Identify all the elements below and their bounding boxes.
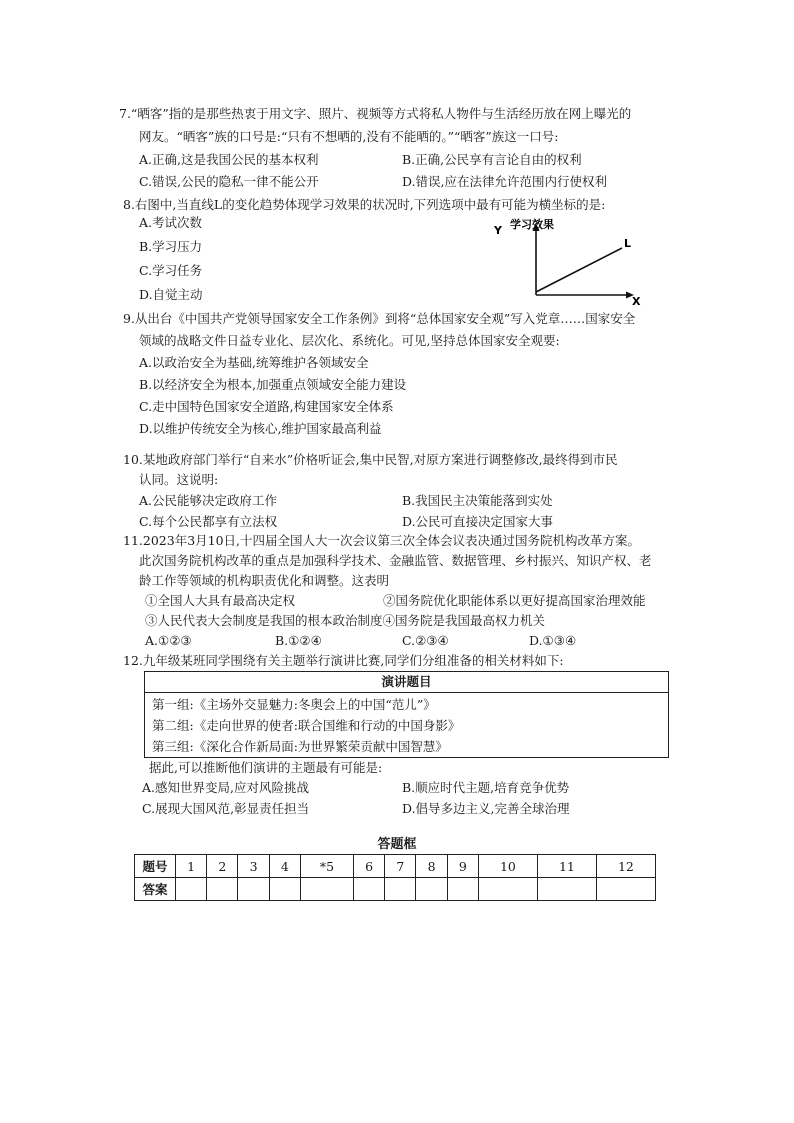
q8-stem: 8.右图中,当直线L的变化趋势体现学习效果的状况时,下列选项中最有可能为横坐标的是: xyxy=(123,197,606,212)
q10-option-c: C.每个公民都享有立法权 xyxy=(139,514,278,529)
q9-option-b: B.以经济安全为根本,加强重点领域安全能力建设 xyxy=(139,377,407,392)
q11-statement-1: ①全国人大具有最高决定权 xyxy=(145,593,296,608)
answer-table-answer-row xyxy=(135,878,656,901)
q12-box-title: 演讲题目 xyxy=(145,672,668,693)
q8-option-c: C.学习任务 xyxy=(139,263,203,278)
answer-cell[interactable] xyxy=(447,878,478,901)
answer-table-number-row xyxy=(135,855,656,878)
q12-option-a: A.感知世界变局,应对风险挑战 xyxy=(142,780,309,795)
q8-line-graph xyxy=(480,212,650,307)
x-axis-letter: X xyxy=(632,295,641,307)
q12-question: 据此,可以推断他们演讲的主题最有可能是: xyxy=(149,760,383,775)
answer-cell[interactable] xyxy=(269,878,300,901)
answer-cell[interactable] xyxy=(238,878,269,901)
q7-option-b: B.正确,公民享有言论自由的权利 xyxy=(402,152,582,167)
q9-stem-line1: 9.从出台《中国共产党领导国家安全工作条例》到将“总体国家安全观”写入党章……国家安全 xyxy=(123,311,636,326)
q7-stem-line1: 7.“晒客”指的是那些热衷于用文字、照片、视频等方式将私人物件与生活经历放在网上曝光的 xyxy=(119,106,632,121)
q9-option-a: A.以政治安全为基础,统筹维护各领域安全 xyxy=(139,355,369,370)
q7-option-d: D.错误,应在法律允许范围内行使权利 xyxy=(402,174,608,189)
y-axis-letter: Y xyxy=(494,224,502,237)
q12-group-3: 第三组:《深化合作新局面:为世界繁荣贡献中国智慧》 xyxy=(152,739,448,754)
question-number: 1 xyxy=(176,855,207,878)
q11-option-a: A.①②③ xyxy=(145,633,192,648)
q11-option-b: B.①②④ xyxy=(275,633,322,648)
answer-cell[interactable] xyxy=(537,878,596,901)
question-number: 2 xyxy=(207,855,238,878)
q7-option-c: C.错误,公民的隐私一律不能公开 xyxy=(139,174,319,189)
answer-row-label: 答案 xyxy=(135,878,176,901)
q11-statements-3-4: ③人民代表大会制度是我国的根本政治制度④国务院是我国最高权力机关 xyxy=(145,613,546,628)
question-number: 7 xyxy=(385,855,416,878)
q12-speech-topics-box xyxy=(144,671,669,758)
q8-option-b: B.学习压力 xyxy=(139,239,203,254)
q7-stem-line2: 网友。“晒客”族的口号是:“只有不想晒的,没有不能晒的。”“晒客”族这一口号: xyxy=(139,129,559,144)
answer-cell[interactable] xyxy=(478,878,537,901)
q12-group-1: 第一组:《主场外交显魅力:冬奥会上的中国“范儿”》 xyxy=(152,697,436,712)
answer-cell[interactable] xyxy=(416,878,447,901)
q9-option-d: D.以维护传统安全为核心,维护国家最高利益 xyxy=(139,421,382,436)
question-number: 6 xyxy=(353,855,384,878)
answer-cell[interactable] xyxy=(300,878,353,901)
q10-stem-line2: 认同。这说明: xyxy=(139,472,219,487)
q12-option-c: C.展现大国风范,彰显责任担当 xyxy=(142,801,310,816)
q12-option-b: B.顺应时代主题,培育竞争优势 xyxy=(402,780,570,795)
q11-stem-line2: 此次国务院机构改革的重点是加强科学技术、金融监管、数据管理、乡村振兴、知识产权、老 xyxy=(139,553,652,568)
q9-option-c: C.走中国特色国家安全道路,构建国家安全体系 xyxy=(139,399,394,414)
answer-cell[interactable] xyxy=(207,878,238,901)
number-row-label: 题号 xyxy=(135,855,176,878)
question-number: 11 xyxy=(537,855,596,878)
q11-statement-2: ②国务院优化职能体系以更好提高国家治理效能 xyxy=(383,593,646,608)
question-number: 3 xyxy=(238,855,269,878)
answer-table xyxy=(134,854,656,901)
q11-stem-line1: 11.2023年3月10日,十四届全国人大一次会议第三次全体会议表决通过国务院机构改革方案。 xyxy=(123,533,641,548)
q7-option-a: A.正确,这是我国公民的基本权利 xyxy=(139,152,319,167)
q11-stem-line3: 龄工作等领域的机构职责优化和调整。这表明 xyxy=(139,573,390,588)
line-label: L xyxy=(624,237,632,250)
q10-option-b: B.我国民主决策能落到实处 xyxy=(402,493,553,508)
q8-option-d: D.自觉主动 xyxy=(139,287,203,302)
q11-option-c: C.②③④ xyxy=(402,633,449,648)
q12-group-2: 第二组:《走向世界的使者:联合国维和行动的中国身影》 xyxy=(152,718,461,733)
question-number: *5 xyxy=(300,855,353,878)
q12-stem: 12.九年级某班同学围绕有关主题举行演讲比赛,同学们分组准备的相关材料如下: xyxy=(123,653,564,668)
y-axis-title: 学习效果 xyxy=(510,218,554,231)
answer-cell[interactable] xyxy=(385,878,416,901)
answer-box-title: 答题框 xyxy=(377,837,417,852)
q10-stem-line1: 10.某地政府部门举行“自来水”价格听证会,集中民智,对原方案进行调整修改,最终得到市民 xyxy=(123,452,618,467)
question-number: 4 xyxy=(269,855,300,878)
q8-option-a: A.考试次数 xyxy=(139,215,203,230)
question-number: 12 xyxy=(596,855,655,878)
answer-cell[interactable] xyxy=(353,878,384,901)
q10-option-a: A.公民能够决定政府工作 xyxy=(139,493,278,508)
q11-option-d: D.①③④ xyxy=(529,633,577,648)
question-number: 10 xyxy=(478,855,537,878)
q12-option-d: D.倡导多边主义,完善全球治理 xyxy=(402,801,570,816)
answer-cell[interactable] xyxy=(176,878,207,901)
q9-stem-line2: 领域的战略文件日益专业化、层次化、系统化。可见,坚持总体国家安全观要: xyxy=(139,333,560,348)
q10-option-d: D.公民可直接决定国家大事 xyxy=(402,514,554,529)
line-l xyxy=(536,248,622,292)
question-number: 8 xyxy=(416,855,447,878)
question-number: 9 xyxy=(447,855,478,878)
answer-cell[interactable] xyxy=(596,878,655,901)
